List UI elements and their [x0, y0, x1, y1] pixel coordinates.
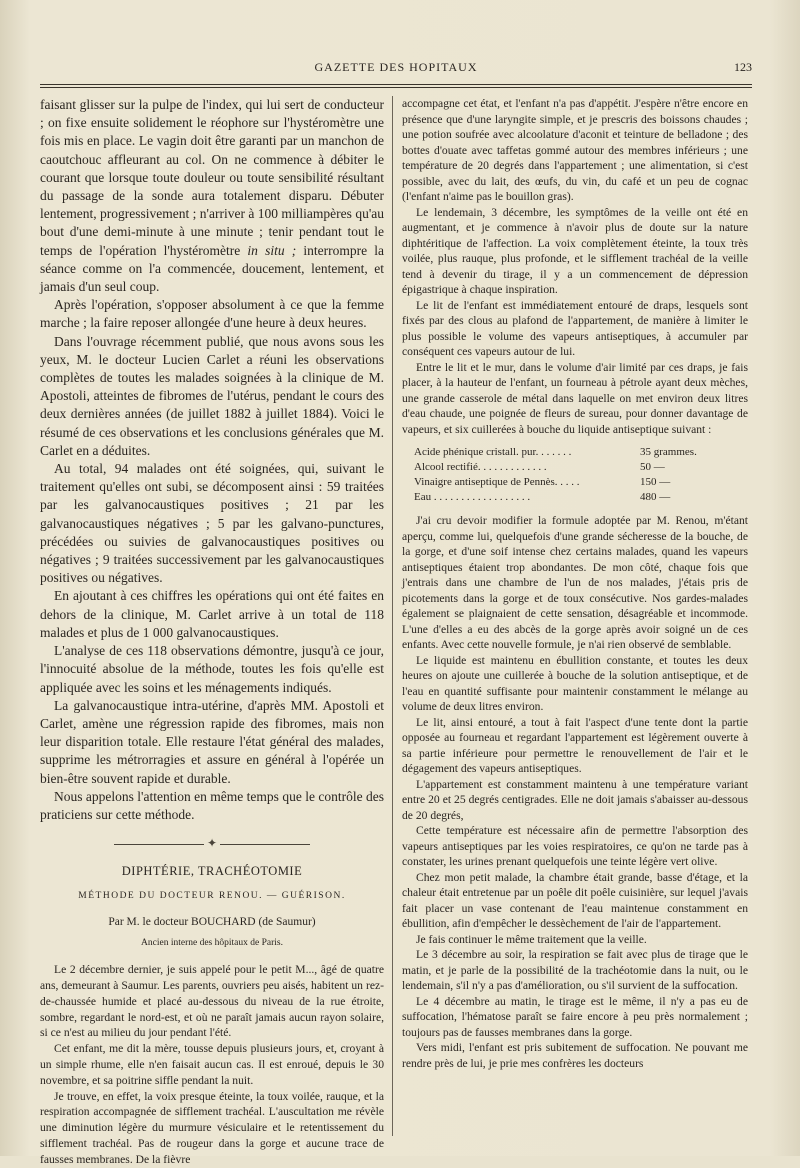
paragraph: Le lit, ainsi entouré, a tout à fait l'aspect d'une tente dont la partie opposée au fourneau et regardant l'appartement est légèrement ouverte à sa partie inférieure pour permettre le renouvellement de l'air et le dégagement des vapeurs antiseptiques. — [402, 715, 748, 775]
recipe-row: Eau . . . . . . . . . . . . . . . . . . 480 — — [414, 491, 671, 503]
paragraph: Dans l'ouvrage récemment publié, que nous avons sous les yeux, M. le docteur Lucien Carlet a réuni les observations complètes de toutes les malades soignées à la clinique de M. Apostoli, atteintes de fibromes de l'utérus, pendant le cours des deux dernières années (de juillet 1882 à juillet 1884). Voici le résumé de ces observations et les conclusions générales que M. Carlet en a déduites. — [40, 333, 384, 458]
paragraph: Le lendemain, 3 décembre, les symptômes de la veille ont été en augmentant, et je commence à n'avoir plus de doute sur la nature diphtéritique de l'affection. La voix complètement éteinte, la toux très voilée, plus rauque, plus profonde, et le sifflement trachéal de la veille tend à devenir du tirage, il y a un commencement de dépression épigastrique à chaque inspiration. — [402, 205, 748, 296]
paragraph: Vers midi, l'enfant est pris subitement de suffocation. Ne pouvant me rendre près de lui, je prie mes confrères les docteurs — [402, 1041, 748, 1070]
right-column — [402, 96, 748, 1071]
paragraph: Après l'opération, s'opposer absolument à ce que la femme marche ; la faire reposer allongée d'une heure à deux heures. — [40, 297, 384, 331]
paragraph: Chez mon petit malade, la chambre était grande, basse d'étage, et la chaleur était entretenue par un poêle dit poêle cuisinière, sur lequel j'avais fait placer un vase contenant de l'eau maintenue constamment en ébullition, afin d'empêcher le dessèchement de l'air de l'appartement. — [402, 870, 748, 930]
paragraph: L'analyse de ces 118 observations démontre, jusqu'à ce jour, l'innocuité absolue de la méthode, toutes les fois qu'elle est appliquée avec les soins et les ménagements indiqués. — [40, 643, 384, 695]
paragraph: Le lit de l'enfant est immédiatement entouré de draps, lesquels sont fixés par des clous au plafond de l'appartement, de manière à limiter le plus possible le volume des vapeurs antiseptiques, à accumuler par conséquent ces vapeurs autour de lui. — [402, 298, 748, 358]
paragraph: La galvanocaustique intra-utérine, d'après MM. Apostoli et Carlet, amène une régression rapide des fibromes, mais non leur disparition totale. Elle restaure l'état général des malades, supprime les métrorragies et assure en général à l'opérée un bien-être souvent rapide et durable. — [40, 697, 384, 786]
paragraph: Au total, 94 malades ont été soignées, qui, suivant le traitement qu'elles ont subi, se décomposent ainsi : 59 traitées par les galvanocaustiques positives ; 21 par les galvanocaustiques négatives ; 5 par les galvano-punctures, précédées ou suivies de galvanocaustiques positives ou négatives ; 9 traitées successivement par les galvanocaustiques positives ou négatives. — [40, 461, 384, 586]
author-affiliation: Ancien interne des hôpitaux de Paris. — [141, 937, 283, 948]
page-number: 123 — [734, 60, 752, 74]
paragraph: Je trouve, en effet, la voix presque éteinte, la toux voilée, rauque, et la respiration accompagnée de sifflement trachéal. L'auscultation me révèle une diminution légère du murmure vésiculaire et le retentissement du sifflement trachéal. Pas de rougeur dans la gorge et aucune trace de fausses membranes. De la fièvre — [40, 1089, 384, 1166]
recipe-row: Acide phénique cristall. pur. . . . . . . 35 grammes. — [414, 446, 697, 458]
paragraph: Nous appelons l'attention en même temps que le contrôle des praticiens sur cette méthode. — [40, 788, 384, 822]
paragraph: Le liquide est maintenu en ébullition constante, et toutes les deux heures on ajoute une cuillerée à bouche de la solution antiseptique, et de l'eau en quantité suffisante pour maintenir constamment le mélange au volume de deux litres environ. — [402, 653, 748, 713]
paragraph: Cet enfant, me dit la mère, tousse depuis plusieurs jours, et, croyant à un simple rhume, elle n'en faisait aucun cas. Il est enroué, depuis le 30 novembre, et sa poitrine siffle pendant la nuit. — [40, 1042, 384, 1087]
paragraph: faisant glisser sur la pulpe de l'index, qui lui sert de conducteur ; on fixe ensuite solidement le réophore sur l'hystéromètre une fois mis en place. Le vagin doit être garanti par un manchon de caoutchouc affleurant au col. On ne commence à débiter le courant que lorsque toute douleur ou toute sensibilité résultant du passage de la sonde aura totalement disparu. Débuter lentement, progressivement ; n'arriver à 100 milliampères qu'au bout d'une demi-minute à une minute ; tenir pendant tout le temps de l'opération l'hystéromètre in situ ; interrompre la séance comme on l'a commencée, doucement, lentement, et jamais d'un seul coup. — [40, 97, 385, 295]
recipe-row: Alcool rectifié. . . . . . . . . . . . . 50 — — [414, 461, 665, 473]
article-author: Par M. le docteur BOUCHARD (de Saumur) — [108, 915, 316, 928]
paragraph: Je fais continuer le même traitement que la veille. — [416, 932, 647, 946]
column-divider — [392, 96, 393, 1136]
paragraph: Entre le lit et le mur, dans le volume d'air limité par ces draps, je fais placer, à la hauteur de l'enfant, un fourneau à pétrole ayant deux mèches, une grande casserole de métal dans laquelle on met environ deux litres d'eau chaude, une poignée de fleurs de sureau, pour donner davantage de vapeurs, et six cuillerées à bouche du liquide antiseptique suivant : — [402, 360, 748, 436]
section-ornament: ✦ — [40, 834, 384, 852]
journal-title: GAZETTE DES HOPITAUX — [314, 60, 478, 74]
article-subtitle: MÉTHODE DU DOCTEUR RENOU. — GUÉRISON. — [78, 890, 346, 901]
left-column — [40, 96, 384, 1168]
paragraph: accompagne cet état, et l'enfant n'a pas d'appétit. J'espère n'être encore en présence que d'une laryngite simple, et je prescris des boissons chaudes ; une potion soufrée avec alcoolature d'aconit et teinture de belladone ; des bottes d'ouate avec taffetas gommé autour des membres inférieurs ; une température de 20 degrés dans l'appartement ; une alimentation, si c'est possible, avec du lait, des œufs, du vin, du café et un peu de cognac (l'enfant n'aime pas le bouillon gras). — [402, 97, 748, 203]
paragraph: Le 4 décembre au matin, le tirage est le même, il n'y a pas eu de suffocation, l'hématose paraît se faire encore à peu près normalement ; toujours pas de fausses membranes dans la gorge. — [402, 994, 748, 1039]
article-title: DIPHTÉRIE, TRACHÉOTOMIE — [121, 864, 303, 879]
recipe-row: Vinaigre antiseptique de Pennès. . . . . 150 — — [414, 476, 671, 488]
recipe-table — [402, 445, 748, 505]
paragraph: Cette température est nécessaire afin de permettre l'absorption des vapeurs antiseptiques par les voies respiratoires, ce qu'on ne tarde pas à constater, les urines prenant quelquefois une teinte légère vert olive. — [402, 824, 748, 868]
article-heading — [40, 862, 384, 952]
paragraph: L'appartement est constamment maintenu à une température variant entre 20 et 25 degrés centigrades. Elle ne doit jamais s'abaisser au-dessous de 20 degrés, — [402, 777, 748, 822]
paragraph: En ajoutant à ces chiffres les opérations qui ont été faites en dehors de la clinique, M. Carlet arrive à un total de 118 malades et plus de 1 000 galvanocaustiques. — [40, 588, 384, 640]
paragraph: Le 3 décembre au soir, la respiration se fait avec plus de tirage que le matin, et je parle de la possibilité de la trachéotomie dans la nuit, ou le lendemain, s'il n'y a pas d'amélioration, ou s'il survient de la suffocation. — [402, 948, 748, 992]
header-rule-double — [40, 87, 752, 88]
header-rule — [40, 84, 752, 85]
article-body-start — [40, 962, 384, 1167]
page-header — [40, 60, 752, 82]
paragraph: J'ai cru devoir modifier la formule adoptée par M. Renou, m'étant aperçu, comme lui, quelquefois d'une grande sécheresse de la bouche, de la gorge, et d'une soif intense chez certains malades, quand les vapeurs antiseptiques étaient trop abondantes. De mon côté, chaque fois que j'entrais dans une chambre de l'un de nos malades, j'étais pris de picotements dans la gorge et de toux consécutive. Nos gardes-malades également se plaignaient de cette sensation, désagréable et incommode. L'une d'elles a eu des abcès de la gorge après avoir soigné un de ces enfants. Avec cette nouvelle formule, je n'ai rien observé de semblable. — [402, 514, 748, 651]
paragraph: Le 2 décembre dernier, je suis appelé pour le petit M..., âgé de quatre ans, demeurant à Saumur. Les parents, ouvriers peu aisés, habitent un rez-de-chaussée humide et placé au-dessous du niveau de la rue étroite, sombre, regardant le nord-est, et où ne paraît jamais aucun rayon solaire, si ce n'est au milieu du jour pendant l'été. — [40, 963, 384, 1040]
